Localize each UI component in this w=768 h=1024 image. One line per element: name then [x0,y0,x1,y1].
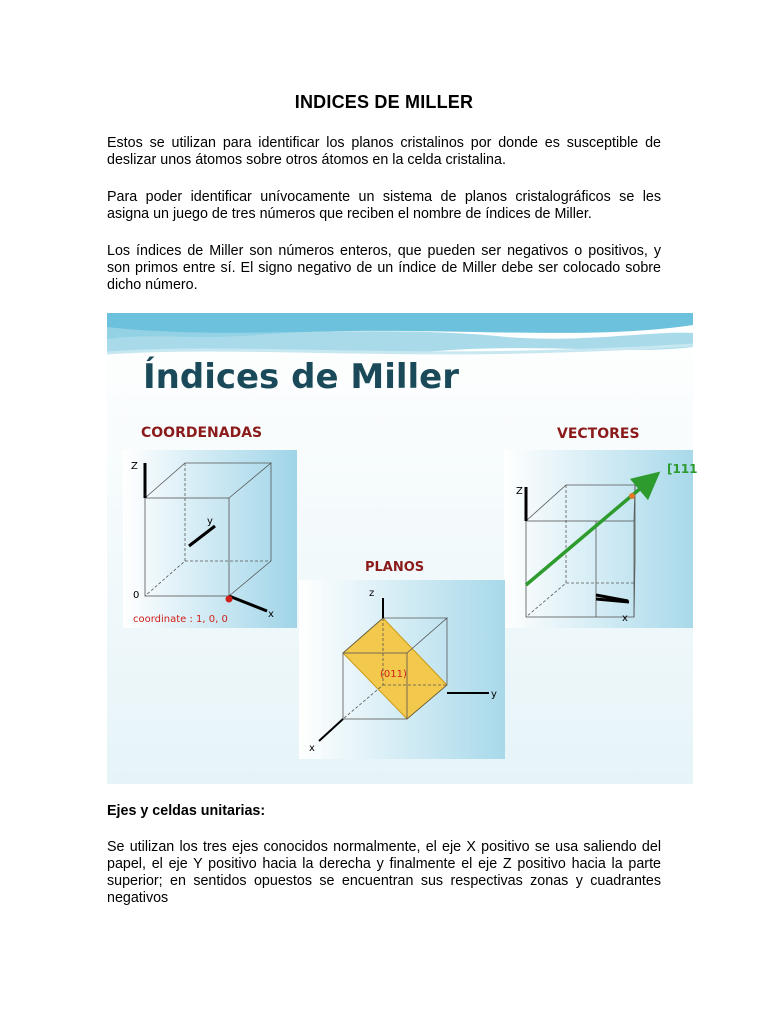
coordenadas-x-label: x [268,609,274,620]
paragraph-properties: Los índices de Miller son números enteros, que pueden ser negativos o positivos, y son primos entre sí. El signo negativo de un índice de Miller debe ser colocado sobre dicho número. [107,243,661,293]
vectores-z-label: Z [516,486,523,497]
miller-indices-figure [107,313,698,784]
paragraph-intro: Estos se utilizan para identificar los planos cristalinos por donde es susceptible de deslizar unos átomos sobre otros átomos en la celda cristalina. [107,135,661,168]
coordenadas-panel [123,425,297,628]
figure-heading: Índices de Miller [143,357,459,397]
page-title: INDICES DE MILLER [294,92,474,112]
coordenadas-y-label: y [207,516,213,527]
coordenadas-origin-label: 0 [133,590,140,601]
vectores-x-label: x [622,613,628,624]
section-subheading: Ejes y celdas unitarias: [107,803,266,819]
planos-x-label: x [309,743,315,754]
coordenadas-caption: coordinate : 1, 0, 0 [133,614,228,625]
planos-plane-label: (011) [380,669,407,680]
vector-endpoint [629,493,635,499]
vectores-panel-bg [504,450,693,628]
vectores-vector-label: [111 [667,462,698,476]
planos-panel [299,560,505,759]
coordenadas-label: COORDENADAS [141,425,263,441]
coordenadas-z-label: Z [131,461,138,472]
planos-y-label: y [491,689,497,700]
planos-z-label: z [369,588,375,599]
vectores-panel [504,426,698,628]
paragraph-definition: Para poder identificar unívocamente un sistema de planos cristalográficos se les asigna un juego de tres números que reciben el nombre de índices de Miller. [107,189,661,222]
planos-label: PLANOS [365,560,425,575]
paragraph-axes: Se utilizan los tres ejes conocidos normalmente, el eje X positivo se usa saliendo del papel, el eje Y positivo hacia la derecha y finalmente el eje Z positivo hacia la parte superior; en sentidos opuestos se encuentran sus respectivas zonas y cuadrantes negativos [107,839,661,906]
vectores-label: VECTORES [557,426,640,442]
coordinate-point [226,596,233,603]
